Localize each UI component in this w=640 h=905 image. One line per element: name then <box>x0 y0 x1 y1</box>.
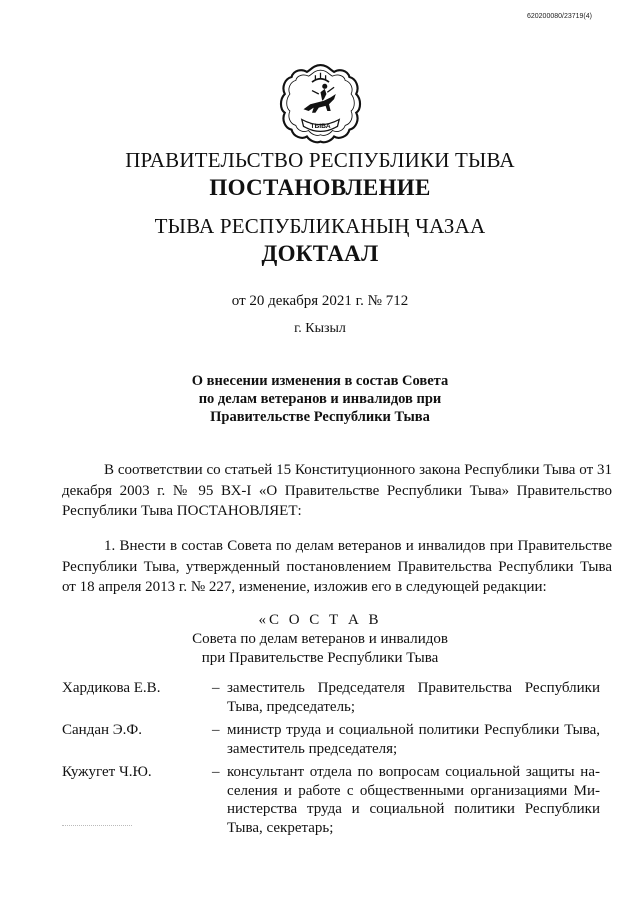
subject-line: Правительстве Республики Тыва <box>210 409 430 425</box>
composition-subtitle: при Правительстве Республики Тыва <box>201 650 439 666</box>
member-name: Кужугет Ч.Ю. <box>62 764 152 780</box>
member-dash: – <box>212 680 220 696</box>
document-type-tyv: ДОКТААЛ <box>261 241 379 266</box>
document-subject <box>0 372 640 426</box>
document-id: 620200080/23719(4) <box>526 13 592 20</box>
composition-title: «С О С Т А В <box>258 612 382 628</box>
document-city: г. Кызыл <box>294 321 346 336</box>
member-row <box>62 679 612 716</box>
composition-subtitle: Совета по делам ветеранов и инвалидов <box>192 631 448 647</box>
document-date-number: от 20 декабря 2021 г. № 712 <box>231 293 409 309</box>
footer-divider <box>62 825 132 826</box>
document-type-ru: ПОСТАНОВЛЕНИЕ <box>209 175 431 200</box>
tyva-coat-of-arms-icon <box>278 60 363 145</box>
subject-line: по делам ветеранов и инвалидов при <box>198 391 442 407</box>
members-list <box>62 679 612 837</box>
government-title-tyv: ТЫВА РЕСПУБЛИКАНЫҢ ЧАЗАА <box>154 214 486 238</box>
member-name: Хардикова Е.В. <box>62 680 161 696</box>
preamble-paragraph: В соответствии со статьей 15 Конституционного закона Республики Тыва от 31 декабря 2003 г. № 95 ВХ-I «О Правительстве Республики Тыва» Правительство Республики Тыва ПОСТАНОВЛЯЕТ: <box>62 462 612 519</box>
member-name: Сандан Э.Ф. <box>62 722 143 738</box>
clause-1-paragraph: 1. Внести в состав Совета по делам ветеранов и инвалидов при Правительстве Республики Тыва, утвержденный постановлением Правительства Республики Тыва от 18 апреля 2013 г. № 227, изменение, изложив его в следующей редакции: <box>62 538 612 595</box>
government-title-ru: ПРАВИТЕЛЬСТВО РЕСПУБЛИКИ ТЫВА <box>125 148 515 172</box>
member-role: министр труда и социальной политики Республики Тыва, заместитель председателя; <box>227 722 600 757</box>
member-row <box>62 763 612 837</box>
member-row <box>62 721 612 758</box>
composition-heading <box>0 611 640 668</box>
member-role: заместитель Председателя Правительства Республики Тыва, председатель; <box>227 680 600 715</box>
member-dash: – <box>212 764 220 780</box>
svg-text:ТЫВА: ТЫВА <box>310 123 331 130</box>
member-dash: – <box>212 722 220 738</box>
subject-line: О внесении изменения в состав Совета <box>191 373 449 389</box>
member-role: консультант отдела по вопросам социальной защиты населения и работе с общественными организациями Министерства труда и социальной политики Республики Тыва, секретарь; <box>227 764 600 836</box>
